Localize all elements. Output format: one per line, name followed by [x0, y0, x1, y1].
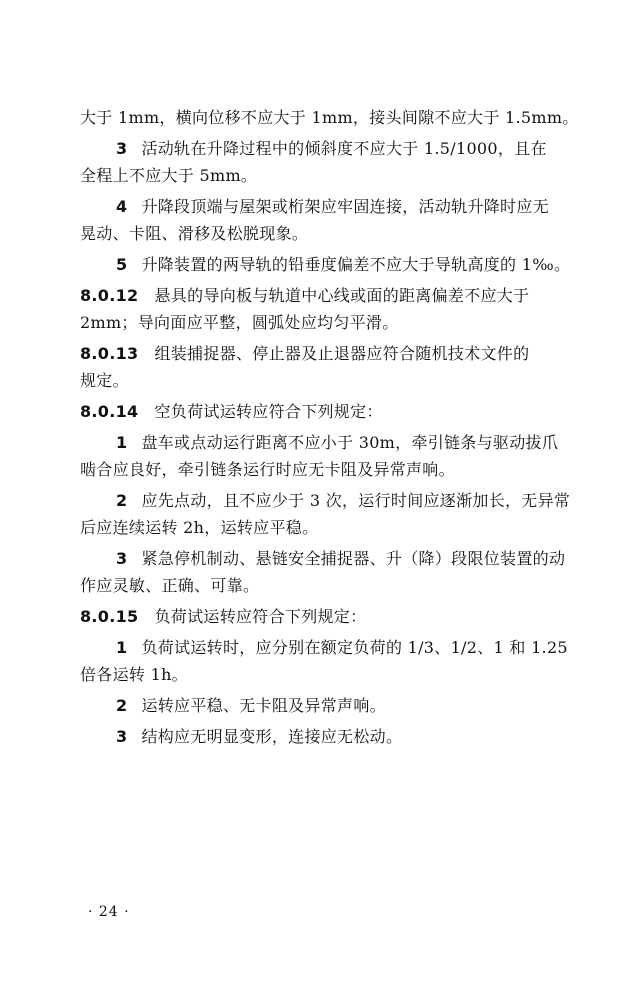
- text-line: 啮合应良好，牵引链条运行时应无卡阻及异常声响。: [80, 460, 455, 479]
- list-item: 3 紧急停机制动、悬链安全捕捉器、升（降）段限位装置的动: [116, 549, 566, 568]
- list-item: 3 活动轨在升降过程中的倾斜度不应大于 1.5/1000，且在: [116, 139, 547, 158]
- list-item: 4 升降段顶端与屋架或桁架应牢固连接，活动轨升降时应无: [116, 197, 549, 216]
- text-line: 倍各运转 1h。: [80, 665, 188, 684]
- list-item: 3 结构应无明显变形，连接应无松动。: [116, 727, 403, 746]
- item-number: 1: [116, 638, 128, 657]
- item-number: 3: [116, 549, 128, 568]
- list-item: 5 升降装置的两导轨的铅垂度偏差不应大于导轨高度的 1‰。: [116, 255, 571, 274]
- list-item: 1 盘车或点动运行距离不应小于 30m，牵引链条与驱动拔爪: [116, 433, 559, 452]
- item-number: 4: [116, 197, 128, 216]
- clause-8-0-15: 8.0.15 负荷试运转应符合下列规定：: [80, 607, 367, 626]
- list-item: 2 运转应平稳、无卡阻及异常声响。: [116, 696, 386, 715]
- list-item: 1 负荷试运转时，应分别在额定负荷的 1/3、1/2、1 和 1.25: [116, 638, 568, 657]
- item-number: 2: [116, 491, 128, 510]
- clause-number: 8.0.13: [80, 344, 139, 363]
- clause-8-0-14: 8.0.14 空负荷试运转应符合下列规定：: [80, 402, 383, 421]
- item-number: 1: [116, 433, 128, 452]
- list-item: 2 应先点动，且不应少于 3 次，运行时间应逐渐加长，无异常: [116, 491, 571, 510]
- text-line: 规定。: [80, 371, 129, 390]
- clause-number: 8.0.12: [80, 286, 139, 305]
- item-number: 2: [116, 696, 128, 715]
- text-line: 后应连续运转 2h，运转应平稳。: [80, 518, 319, 537]
- text-line: 作应灵敏、正确、可靠。: [80, 576, 260, 595]
- item-number: 3: [116, 139, 128, 158]
- page-number: · 24 ·: [88, 904, 130, 920]
- clause-8-0-13: 8.0.13 组装捕捉器、停止器及止退器应符合随机技术文件的: [80, 344, 530, 363]
- text-line: 全程上不应大于 5mm。: [80, 166, 258, 185]
- clause-8-0-12: 8.0.12 悬具的导向板与轨道中心线或面的距离偏差不应大于: [80, 286, 530, 305]
- item-number: 5: [116, 255, 128, 274]
- clause-number: 8.0.14: [80, 402, 139, 421]
- text-line: 晃动、卡阻、滑移及松脱现象。: [80, 224, 309, 243]
- text-line: 大于 1mm，横向位移不应大于 1mm，接头间隙不应大于 1.5mm。: [80, 108, 579, 127]
- item-number: 3: [116, 727, 128, 746]
- text-line: 2mm；导向面应平整，圆弧处应均匀平滑。: [80, 313, 399, 332]
- clause-number: 8.0.15: [80, 607, 139, 626]
